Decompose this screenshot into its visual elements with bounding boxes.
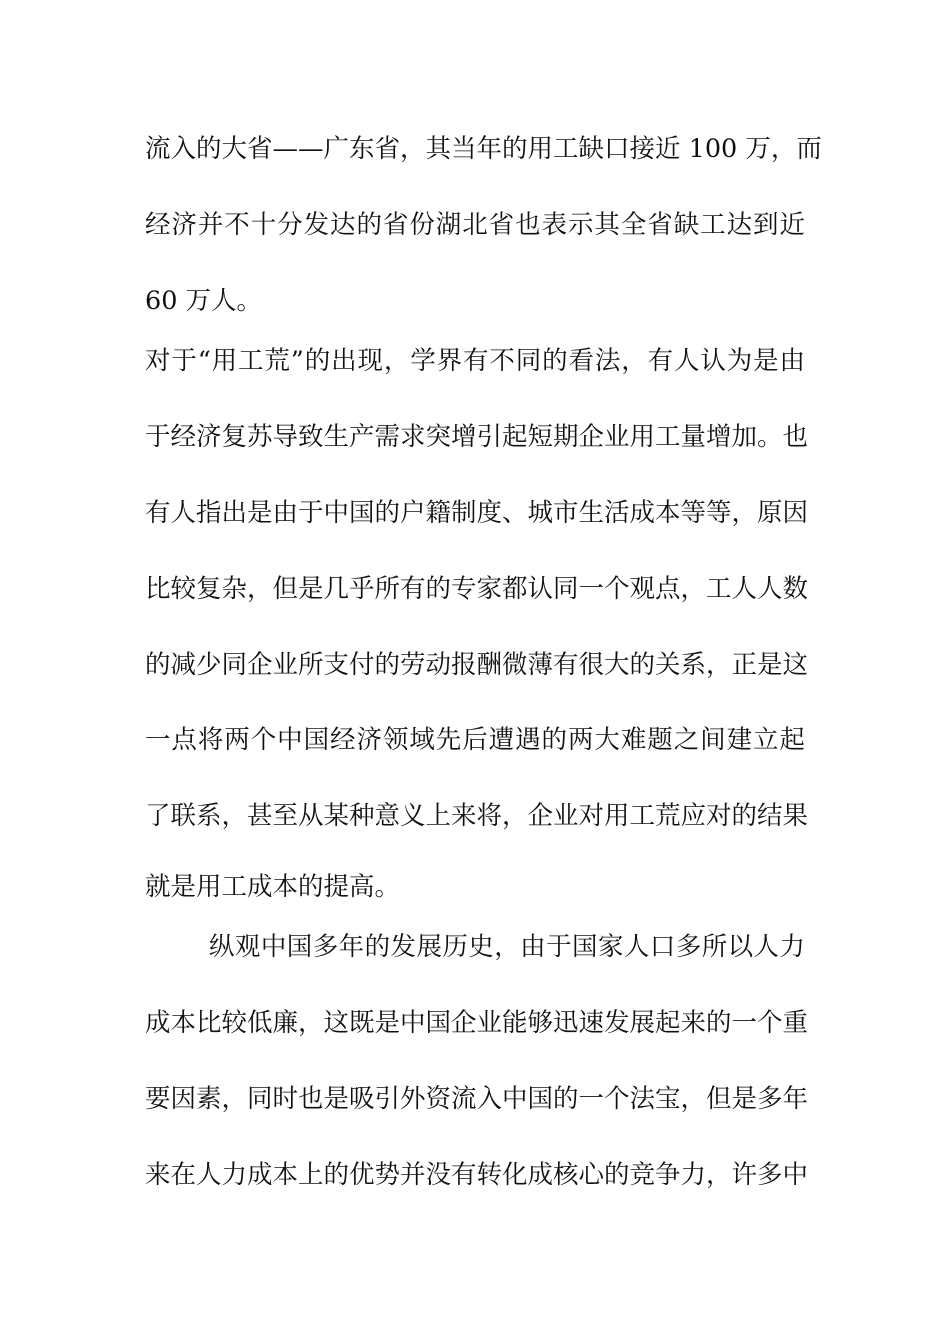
text-line: 纵观中国多年的发展历史，由于国家人口多所以人力 — [209, 932, 805, 962]
text-line: 就是用工成本的提高。 — [145, 872, 401, 902]
text-line: 于经济复苏导致生产需求突增引起短期企业用工量增加。也 — [145, 422, 809, 452]
text-line: 60 万人。 — [145, 286, 263, 316]
text-line: 一点将两个中国经济领域先后遭遇的两大难题之间建立起 — [145, 725, 805, 755]
text-line: 的减少同企业所支付的劳动报酬微薄有很大的关系，正是这 — [145, 650, 809, 680]
text-line: 了联系，甚至从某种意义上来将，企业对用工荒应对的结果 — [145, 801, 809, 831]
text-line: 比较复杂，但是几乎所有的专家都认同一个观点，工人人数 — [145, 574, 809, 604]
text-line: 有人指出是由于中国的户籍制度、城市生活成本等等，原因 — [145, 498, 809, 528]
text-line: 经济并不十分发达的省份湖北省也表示其全省缺工达到近 — [145, 210, 805, 240]
text-line: 对于“用工荒”的出现，学界有不同的看法，有人认为是由 — [145, 346, 805, 376]
text-line: 流入的大省——广东省，其当年的用工缺口接近 100 万，而 — [145, 134, 822, 164]
text-line: 成本比较低廉，这既是中国企业能够迅速发展起来的一个重 — [145, 1008, 809, 1038]
text-line: 来在人力成本上的优势并没有转化成核心的竞争力，许多中 — [145, 1160, 809, 1190]
text-line: 要因素，同时也是吸引外资流入中国的一个法宝，但是多年 — [145, 1084, 809, 1114]
